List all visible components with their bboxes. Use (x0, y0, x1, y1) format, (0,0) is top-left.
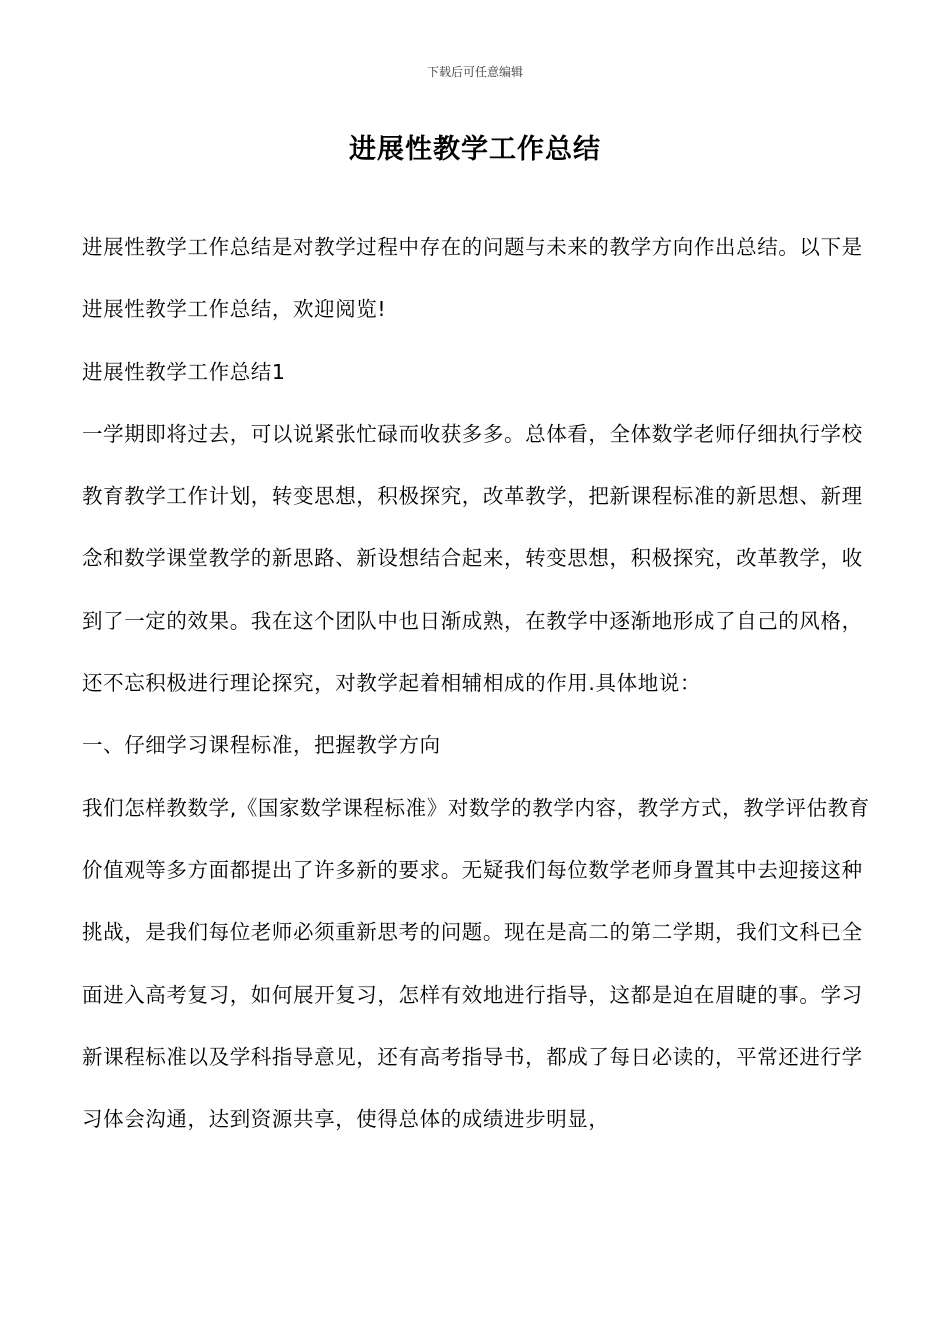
document-body (82, 216, 878, 1150)
subtitle-1: 进展性教学工作总结1 (82, 359, 286, 384)
intro-paragraph: 进展性教学工作总结是对教学过程中存在的问题与未来的教学方向作出总结。以下是进展性教学工作总结，欢迎阅览! (82, 235, 863, 322)
document-title: 进展性教学工作总结 (349, 134, 601, 165)
section-1-heading: 一、仔细学习课程标准，把握教学方向 (82, 733, 441, 758)
header-note: 下载后可任意编辑 (426, 65, 523, 79)
paragraph-1: 一学期即将过去，可以说紧张忙碌而收获多多。总体看，全体数学老师仔细执行学校教育教学工作计划，转变思想，积极探究，改革教学，把新课程标准的新思想、新理念和数学课堂教学的新思路、新设想结合起来，转变思想，积极探究，改革教学，收到了一定的效果。我在这个团队中也日渐成熟，在教学中逐渐地形成了自己的风格，还不忘积极进行理论探究，对教学起着相辅相成的作用.具体地说： (82, 421, 863, 696)
paragraph-2: 我们怎样教数学,《国家数学课程标准》对数学的教学内容，教学方式，教学评估教育价值观等多方面都提出了许多新的要求。无疑我们每位数学老师身置其中去迎接这种挑战，是我们每位老师必须重新思考的问题。现在是高二的第二学期，我们文科已全面进入高考复习，如何展开复习，怎样有效地进行指导，这都是迫在眉睫的事。学习新课程标准以及学科指导意见，还有高考指导书，都成了每日必读的，平常还进行学习体会沟通，达到资源共享，使得总体的成绩进步明显， (82, 795, 870, 1132)
